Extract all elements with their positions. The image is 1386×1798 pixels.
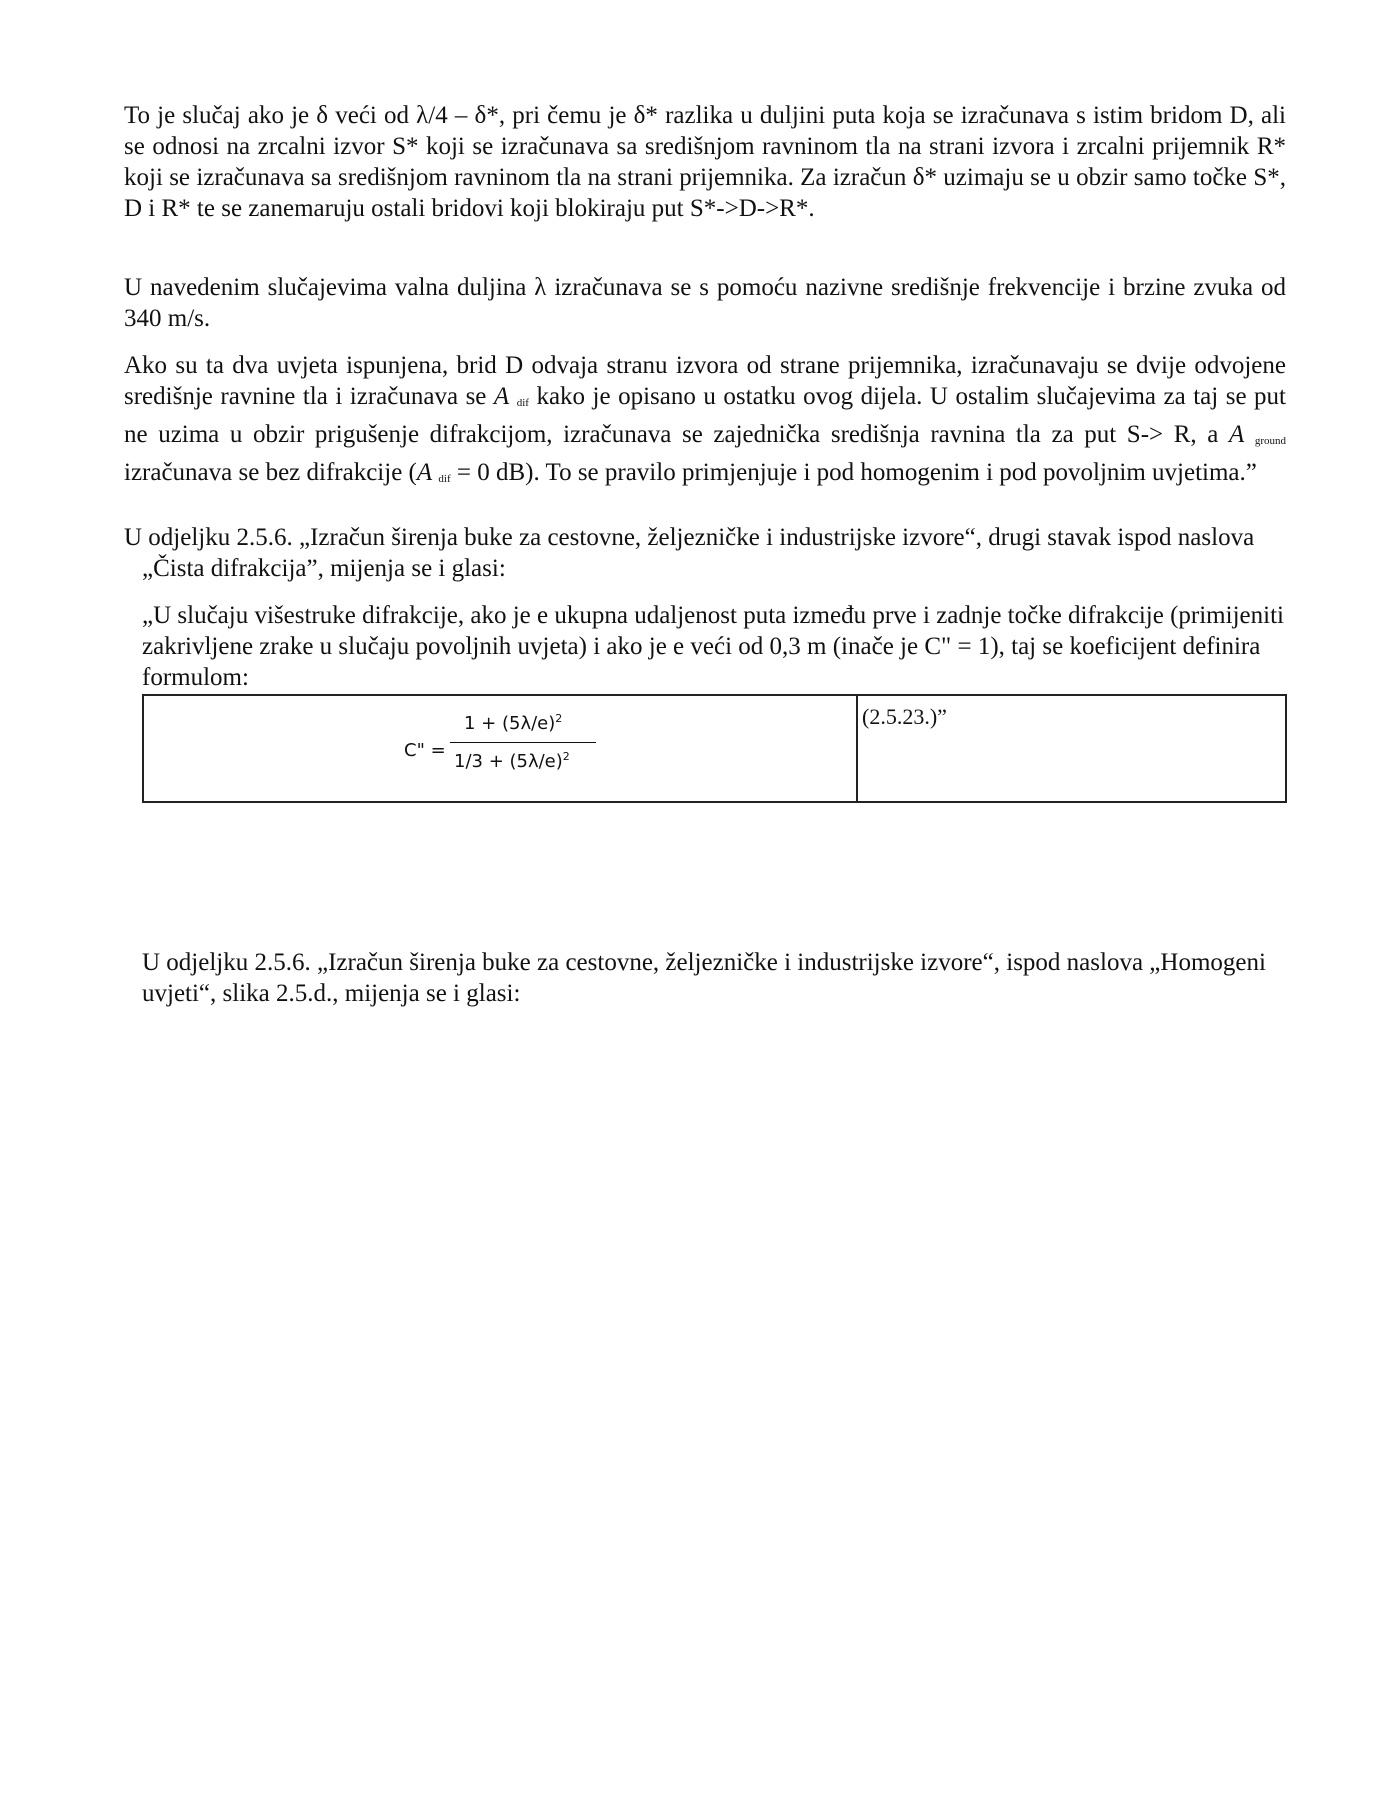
symbol-a: A: [493, 383, 510, 410]
paragraph-text: U odjeljku 2.5.6. „Izračun širenja buke za cestovne, željezničke i industrijske izvore“, ispod naslova „Homogeni uvjeti“, slika 2.5.d., mijenja se i glasi:: [142, 949, 1266, 1007]
fraction-bar: [450, 742, 596, 743]
paragraph-text: U odjeljku 2.5.6. „Izračun širenja buke za cestovne, željezničke i industrijske izvore“, drugi stavak ispod naslova „Čista difrakcija”, mijenja se i glasi:: [124, 524, 1255, 582]
paragraph-conditions-met: [124, 350, 1286, 495]
formula-denominator: $1/3 + (5\lambda/e)^2$: [454, 750, 570, 772]
paragraph-text: U navedenim slučajevima valna duljina λ izračunava se s pomoću nazivne središnje frekvencije i brzine zvuka od 340 m/s.: [124, 274, 1286, 332]
formula-numerator: $1 + (5\lambda/e)^2$: [464, 712, 563, 734]
paragraph-amendment-section: [124, 522, 1304, 584]
subscript-ground: ground: [1254, 435, 1287, 447]
formula-lhs: C" =: [404, 740, 446, 761]
exponent: 2: [555, 712, 563, 725]
paragraph-wavelength: [124, 272, 1286, 334]
paragraph-multiple-diffraction: [142, 600, 1286, 693]
symbol-a: A: [1228, 421, 1245, 448]
subscript-dif: dif: [516, 397, 529, 409]
exponent: 2: [562, 750, 570, 763]
paragraph-delta-condition: [124, 100, 1286, 224]
formula-number-cell: (2.5.23.)”: [857, 695, 1286, 802]
symbol-a: A: [416, 459, 433, 486]
paragraph-homogeneous-conditions: [142, 947, 1286, 1009]
formula-table: [142, 694, 1287, 803]
paragraph-text: To je slučaj ako je δ veći od λ/4 – δ*, pri čemu je δ* razlika u duljini puta koja se izračunava s istim bridom D, ali se odnosi na zrcalni izvor S* koji se izračunava sa središnjom ravninom tla na strani izvora i zrcalni prijemnik R* koji se izračunava sa središnjom ravninom tla na strani prijemnika. Za izračun δ* uzimaju se u obzir samo točke S*, D i R* te se zanemaruju ostali bridovi koji blokiraju put S*->D->R*.: [124, 102, 1286, 222]
paragraph-text: „U slučaju višestruke difrakcije, ako je e ukupna udaljenost puta između prve i zadnje točke difrakcije (primijeniti zakrivljene zrake u slučaju povoljnih uvjeta) i ako je e veći od 0,3 m (inače je C" = 1), taj se koeficijent definira formulom:: [142, 602, 1284, 691]
formula-cell: [143, 695, 857, 802]
paragraph-text: Ako su ta dva uvjeta ispunjena, brid D odvaja stranu izvora od strane prijemnika, izračunavaju se dvije odvojene središnje ravnine tla i izračunava se A dif kako je opisano u ostatku ovog dijela. U ostalim slučajevima za taj se put ne uzima u obzir prigušenje difrakcijom, izračunava se zajednička središnja ravnina tla za put S-> R, a A ground izračunava se bez difrakcije (A dif = 0 dB). To se pravilo primjenjuje i pod homogenim i pod povoljnim uvjetima.”: [124, 352, 1287, 486]
subscript-dif: dif: [438, 473, 451, 485]
